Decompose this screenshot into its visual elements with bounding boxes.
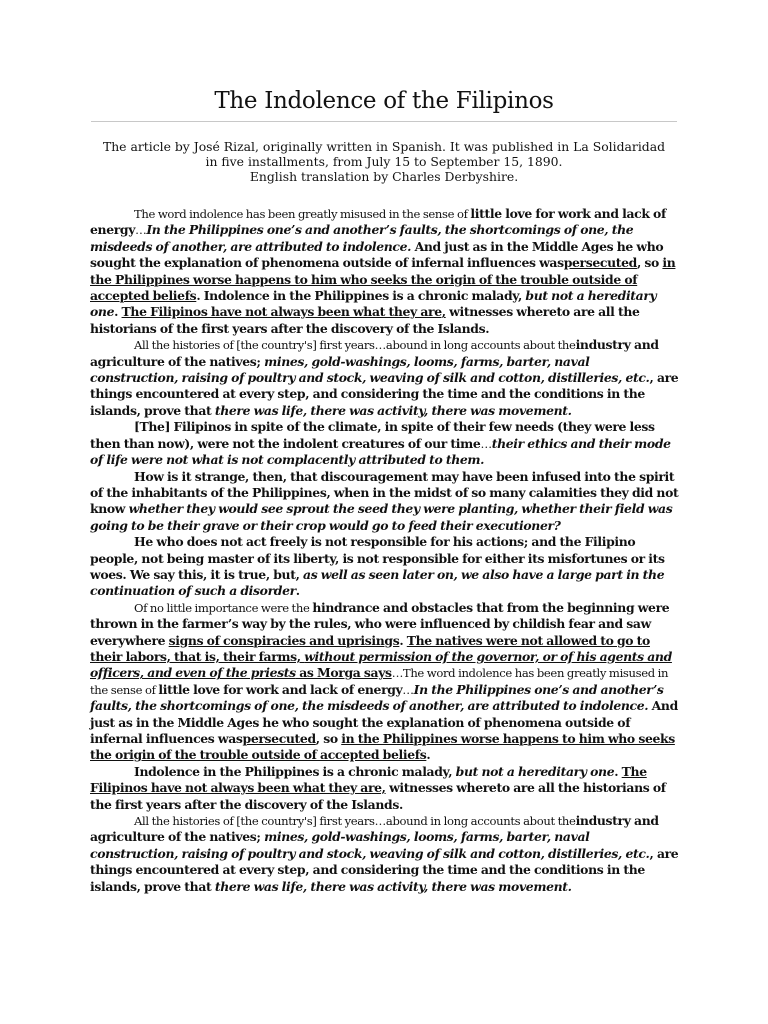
text-run: as well as seen later on, we also have a large part in the continuation of such a disorder (90, 566, 665, 599)
text-run: He who does not act freely is not responsible for his actions; and the Filipino people, not being master of its liberty, is not responsible for either its misfortunes or its woes. We say this, it is true, but, (90, 534, 665, 582)
body-text (90, 206, 680, 895)
text-run: … (135, 223, 147, 238)
body-paragraph (90, 419, 680, 468)
text-run: [The] Filipinos in spite of the climate, in spite of their few needs (they were less then than now), were not the indolent creatures of our time (90, 419, 655, 451)
text-run: in the Philippines worse happens to him who seeks the origin of the trouble outside of accepted beliefs (90, 731, 675, 763)
text-run: but not a hereditary one (90, 288, 657, 320)
text-run: , so (636, 255, 663, 271)
text-run: persecuted (563, 255, 637, 271)
text-run: … (402, 682, 414, 697)
title-divider (91, 121, 677, 122)
intro-block (90, 139, 678, 184)
text-run: And just as in the Middle Ages he who sought the explanation of phenomena outside of infernal influences was (90, 238, 664, 271)
text-run: … (480, 436, 492, 451)
text-run: without permission of the governor, or of his agents and officers, and even of the priests (90, 648, 672, 681)
text-run: , so (315, 731, 342, 746)
text-run: ; (256, 829, 265, 845)
body-paragraph (90, 764, 680, 813)
text-run: signs of conspiracies and uprisings (168, 632, 400, 648)
body-paragraph (90, 600, 680, 764)
text-run: How is it strange, then, that discouragement may have been infused into the spirit of the inhabitants of the Philippines, when in the midst of so many calamities they did not know (90, 468, 679, 517)
text-run: whether they would see sprout the seed they were planting, whether their field was going to be their grave or their crop would go to feed their executioner? (90, 501, 673, 533)
text-run: All the histories of [the country's] first years…abound in long accounts about the (134, 338, 576, 353)
text-run: All the histories of [the country's] first years…abound in long accounts about the (134, 814, 576, 829)
text-run: but not a hereditary one (455, 763, 615, 779)
text-run: mines, gold-washings, looms, farms, barter, naval construction, raising of poultry and stock, weaving of silk and cotton, distilleries, etc. (90, 353, 650, 386)
text-run: . (114, 304, 122, 320)
text-run: The natives were not allowed to go to their labors, that is, their farms, (90, 632, 650, 664)
text-run: , are things encountered at every step, and considering the time and the conditions in the islands, prove that (90, 845, 679, 894)
text-run: industry and agriculture of the natives (90, 337, 659, 369)
text-run: mines, gold-washings, looms, farms, barter, naval construction, raising of poultry and stock, weaving of silk and cotton, distilleries, etc. (90, 829, 650, 861)
text-run: And just as in the Middle Ages he who sought the explanation of phenomena outside of infernal influences was (90, 698, 678, 746)
body-paragraph (90, 337, 680, 419)
intro-line: The article by José Rizal, originally written in Spanish. It was published in La Solidaridad (102, 139, 666, 154)
body-paragraph (90, 469, 680, 535)
text-run: The Filipinos have not always been what they are, (121, 304, 446, 320)
body-paragraph (90, 813, 680, 895)
text-run: little love for work and lack of energy (90, 206, 666, 238)
text-run: there was life, there was activity, there was movement. (214, 878, 572, 894)
body-paragraph (90, 534, 680, 600)
intro-line: English translation by Charles Derbyshire. (249, 169, 519, 184)
text-run: …The word indolence has been greatly misused in the sense of (90, 666, 669, 697)
text-run: Of no little importance were the (134, 600, 313, 615)
text-run: there was life, there was activity, there was movement. (214, 402, 572, 418)
text-run: witnesses whereto are all the historians of the first years after the discovery of the Islands. (90, 304, 640, 336)
text-run: . (426, 747, 431, 763)
text-run: their ethics and their mode of life were not what is not complacently attributed to them. (90, 435, 671, 468)
text-run: The Filipinos have not always been what they are, (90, 763, 647, 796)
body-paragraph (90, 206, 680, 337)
text-run: . (614, 763, 622, 779)
text-run: as Morga says (295, 665, 392, 681)
text-run: ; (256, 353, 265, 369)
intro-line: in five installments, from July 15 to September 15, 1890. (205, 154, 563, 169)
text-run: . (295, 583, 300, 599)
text-run: . Indolence in the Philippines is a chronic malady, (196, 288, 526, 304)
text-run: , are things encountered at every step, and considering the time and the conditions in the islands, prove that (90, 370, 679, 418)
text-run: witnesses whereto are all the historians of the first years after the discovery of the Islands. (90, 780, 666, 812)
text-run: In the Philippines one’s and another’s faults, the shortcomings of one, the misdeeds of another, are attributed to indolence. (90, 222, 634, 254)
text-run: industry and agriculture of the natives (90, 813, 659, 845)
text-run: little love for work and lack of energy (158, 681, 403, 697)
text-run: hindrance and obstacles that from the beginning were thrown in the farmer’s way by the rules, who were influenced by childish fear and saw everywhere (90, 599, 670, 648)
text-run: persecuted (242, 731, 316, 746)
text-run: . (399, 632, 407, 648)
text-run: Indolence in the Philippines is a chronic malady, (134, 763, 456, 779)
text-run: In the Philippines one’s and another’s faults, the shortcomings of one, the misdeeds of another, are attributed to indolence. (90, 681, 664, 714)
document-title: The Indolence of the Filipinos (214, 88, 554, 114)
text-run: The word indolence has been greatly misused in the sense of (134, 207, 471, 221)
text-run: in the Philippines worse happens to him who seeks the origin of the trouble outside of accepted beliefs (90, 255, 676, 304)
